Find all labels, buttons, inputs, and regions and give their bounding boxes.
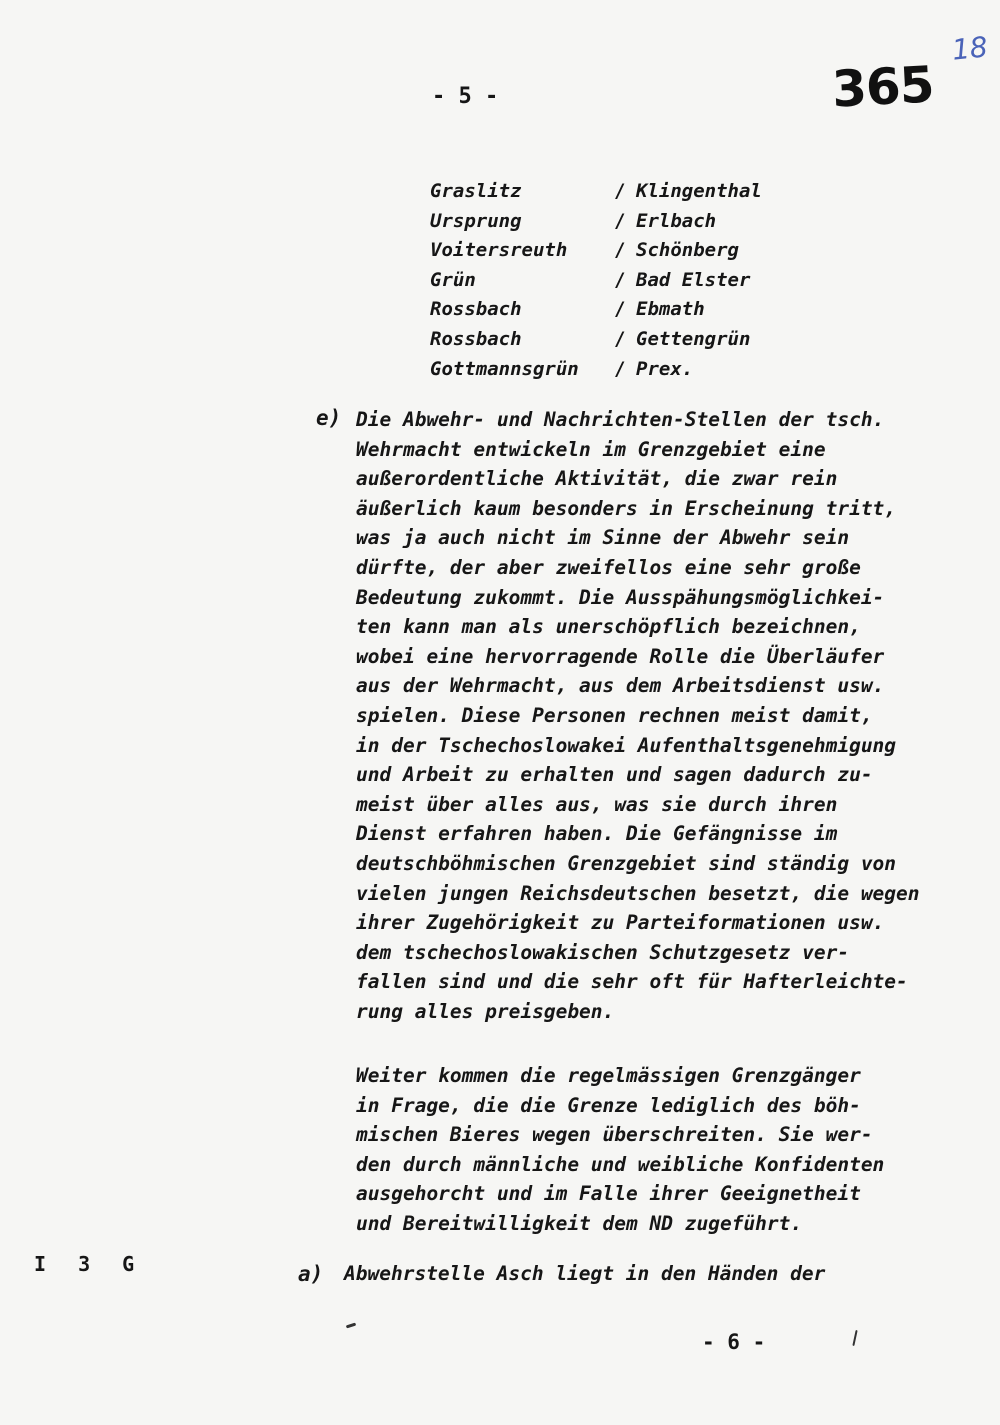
- text-line: außerordentliche Aktivität, die zwar rein: [356, 467, 838, 491]
- text-line: ten kann man als unerschöpflich bezeichnen,: [356, 615, 861, 639]
- crossing-german-town: Schönberg: [636, 239, 739, 262]
- crossing-german-town: Klingenthal: [636, 180, 762, 202]
- crossing-german-town: Ebmath: [636, 298, 705, 321]
- text-line: in der Tschechoslowakei Aufenthaltsgenehmigung: [356, 733, 897, 757]
- text-line: Bedeutung zukommt. Die Ausspähungsmöglichkei-: [356, 585, 885, 609]
- ink-speck: [346, 1323, 356, 1329]
- text-line: aus der Wehrmacht, aus dem Arbeitsdienst usw.: [356, 674, 885, 698]
- text-line: rung alles preisgeben.: [356, 1000, 615, 1023]
- crossing-german-town: Gettengrün: [636, 327, 751, 350]
- text-line: den durch männliche und weibliche Konfidenten: [356, 1152, 885, 1176]
- page-number-top: - 5 -: [432, 84, 499, 109]
- text-line: dürfte, der aber zweifellos eine sehr große: [356, 556, 861, 579]
- text-line: Wehrmacht entwickeln im Grenzgebiet eine: [356, 437, 826, 461]
- crossing-row: [430, 269, 830, 299]
- text-line: Dienst erfahren haben. Die Gefängnisse im: [356, 822, 838, 846]
- crossing-separator: /: [614, 180, 626, 202]
- page-number-bottom: - 6 -: [702, 1330, 766, 1354]
- text-line: in Frage, die die Grenze lediglich des böh-: [356, 1093, 861, 1117]
- crossing-separator: /: [614, 327, 626, 350]
- text-line: fallen sind und die sehr oft für Hafterleichte-: [356, 970, 908, 994]
- margin-code: I 3 G: [34, 1252, 145, 1276]
- crossing-czech-town: Gottmannsgrün: [430, 357, 579, 380]
- text-line: vielen jungen Reichsdeutschen besetzt, die wegen: [356, 881, 920, 905]
- text-line: ausgehorcht und im Falle ihrer Geeignetheit: [356, 1182, 861, 1206]
- text-line: und Arbeit zu erhalten und sagen dadurch zu-: [356, 763, 873, 787]
- crossing-separator: /: [614, 298, 626, 321]
- crossing-german-town: Prex.: [636, 357, 694, 380]
- crossing-row: [430, 239, 830, 269]
- text-line: ihrer Zugehörigkeit zu Parteiformationen usw.: [356, 911, 885, 935]
- text-line: deutschböhmischen Grenzgebiet sind ständig von: [356, 852, 897, 875]
- crossing-czech-town: Rossbach: [430, 327, 522, 350]
- archive-number: 365: [830, 55, 935, 119]
- crossing-german-town: Bad Elster: [636, 268, 751, 291]
- crossing-czech-town: Graslitz: [430, 180, 522, 202]
- crossing-czech-town: Grün: [430, 268, 476, 291]
- text-line: Abwehrstelle Asch liegt in den Händen der: [344, 1262, 826, 1285]
- text-line: dem tschechoslowakischen Schutzgesetz ver-: [356, 940, 850, 964]
- text-line: spielen. Diese Personen rechnen meist damit,: [356, 704, 873, 727]
- crossing-german-town: Erlbach: [636, 209, 717, 232]
- ink-speck: [852, 1330, 857, 1346]
- item-a-marker: a): [298, 1262, 324, 1286]
- crossing-row: [430, 298, 830, 328]
- text-line: mischen Bieres wegen überschreiten. Sie wer-: [356, 1123, 873, 1147]
- crossing-separator: /: [614, 268, 626, 291]
- crossing-separator: /: [614, 239, 626, 262]
- text-line: Die Abwehr- und Nachrichten-Stellen der tsch.: [356, 408, 885, 431]
- crossing-czech-town: Ursprung: [430, 209, 522, 232]
- text-line: und Bereitwilligkeit dem ND zugeführt.: [356, 1212, 803, 1235]
- text-line: meist über alles aus, was sie durch ihren: [356, 792, 838, 816]
- crossing-separator: /: [614, 357, 626, 380]
- crossing-czech-town: Rossbach: [430, 298, 522, 321]
- text-line: was ja auch nicht im Sinne der Abwehr sein: [356, 526, 850, 550]
- item-e-marker: e): [316, 406, 342, 430]
- crossing-separator: /: [614, 209, 626, 232]
- text-line: wobei eine hervorragende Rolle die Überläufer: [356, 644, 885, 668]
- crossing-czech-town: Voitersreuth: [430, 239, 568, 262]
- crossing-row: [430, 358, 830, 388]
- text-line: Weiter kommen die regelmässigen Grenzgänger: [356, 1064, 861, 1087]
- folio-note: 18: [950, 30, 990, 67]
- crossing-row: [430, 328, 830, 358]
- crossing-row: [430, 210, 830, 240]
- crossing-row: [430, 180, 830, 210]
- text-line: äußerlich kaum besonders in Erscheinung tritt,: [356, 496, 897, 520]
- border-crossing-list: [430, 180, 830, 387]
